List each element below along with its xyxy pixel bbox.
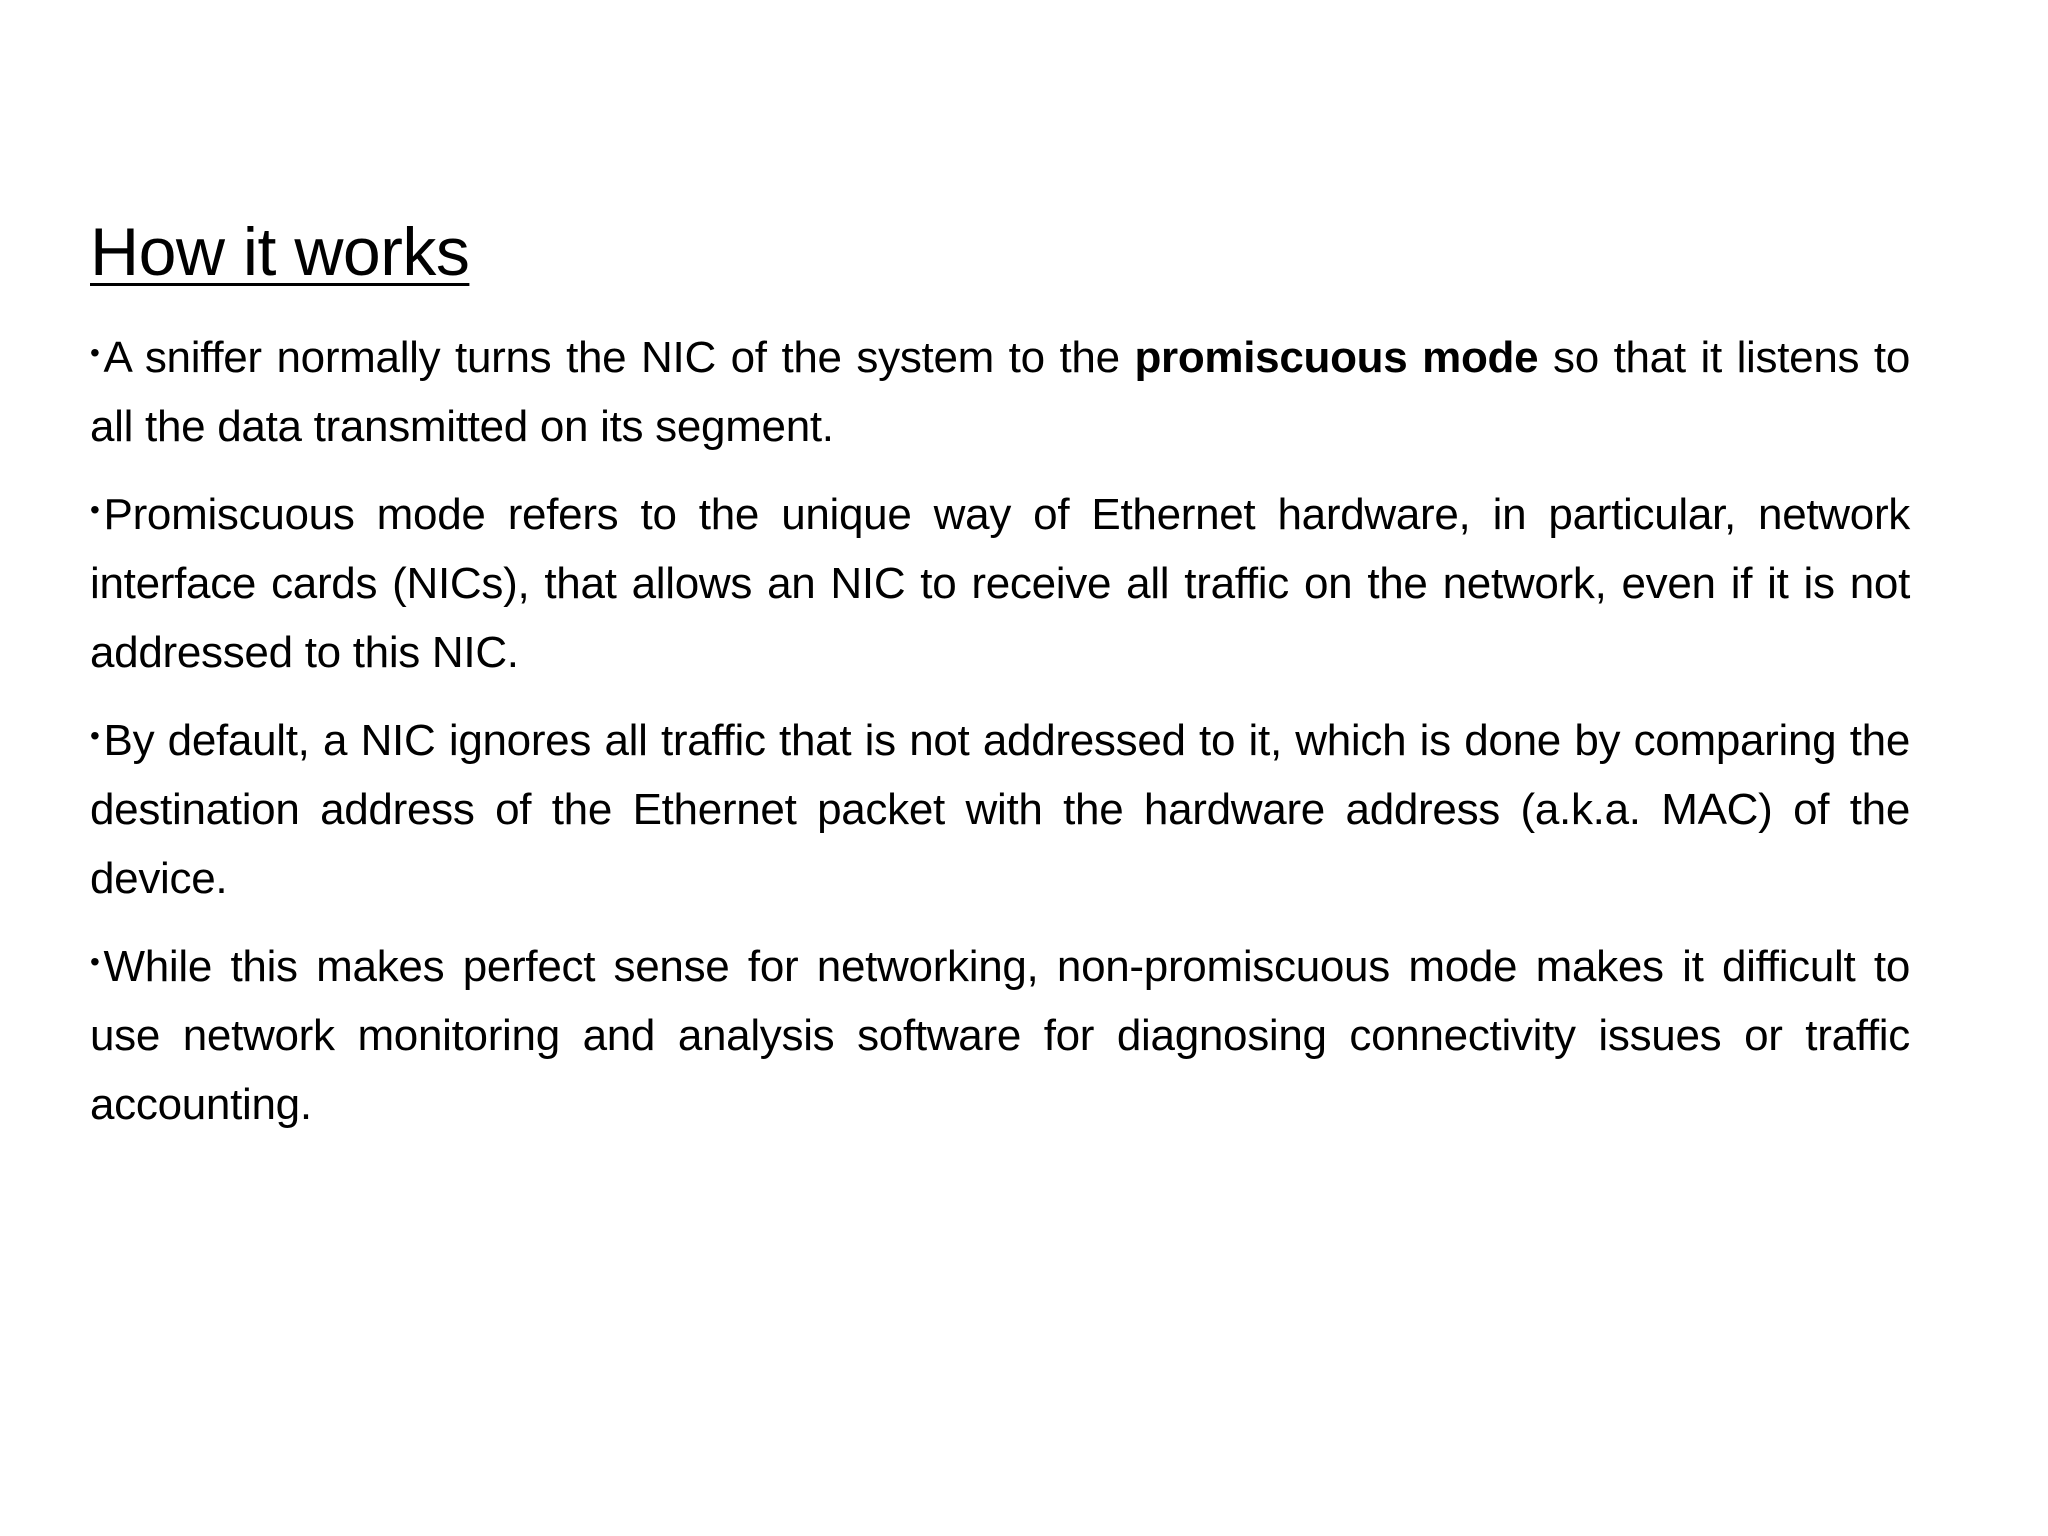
bullet-text: By default, a NIC ignores all traffic that is not addressed to it, which is done by comparing the destination address of the Ethernet packet with the hardware address (a.k.a. MAC) of the device. — [90, 716, 1910, 903]
bullet-dot-icon: • — [90, 946, 100, 977]
bullet-text: While this makes perfect sense for networking, non-promiscuous mode makes it difficult to use network monitoring and analysis software for diagnosing connectivity issues or traffic accounting. — [90, 942, 1910, 1129]
bullet-dot-icon: • — [90, 720, 100, 751]
bullet-list — [90, 318, 1910, 1153]
bullet-dot-icon: • — [90, 337, 100, 368]
bullet-text: A sniffer normally turns the NIC of the system to the — [103, 333, 1135, 382]
bullet-text: Promiscuous mode refers to the unique way of Ethernet hardware, in particular, network interface cards (NICs), that allows an NIC to receive all traffic on the network, even if it is not addressed to this NIC. — [90, 490, 1910, 677]
bullet-item — [90, 318, 1910, 461]
bullet-text: so that it listens to all the data transmitted on its segment. — [90, 333, 1910, 451]
bullet-item — [90, 475, 1910, 687]
bullet-bold-term: promiscuous mode — [1134, 333, 1539, 382]
bullet-item — [90, 701, 1910, 913]
slide-title: How it works — [90, 214, 470, 290]
bullet-item — [90, 927, 1910, 1139]
bullet-dot-icon: • — [90, 494, 100, 525]
